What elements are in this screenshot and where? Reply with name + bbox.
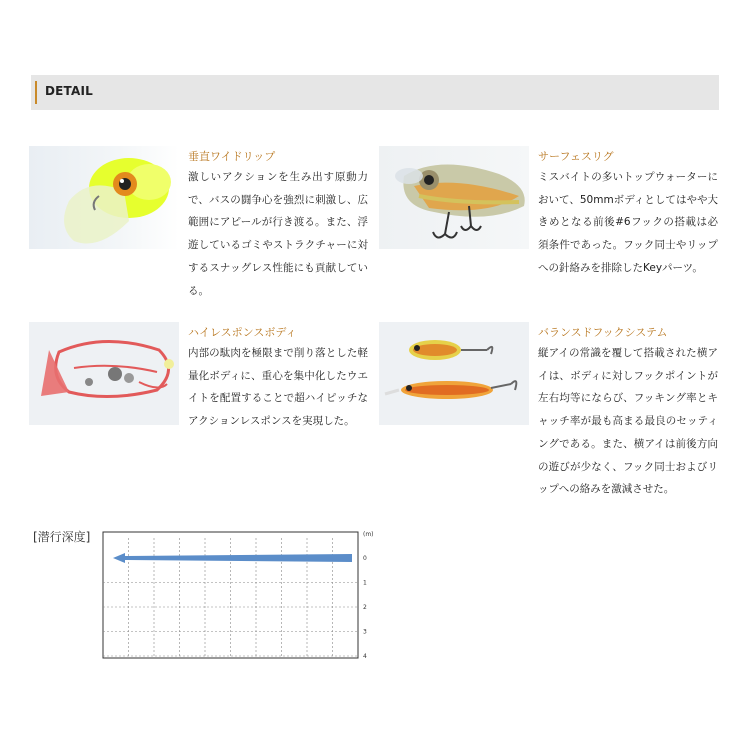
chart-y-tick-label: 3 [363,628,367,636]
lure-hook-system-image [379,322,529,425]
lure-surface-rig-image [379,146,529,249]
feature-surface-rig [379,146,719,306]
feature-description: 激しいアクションを生み出す原動力で、バスの闘争心を強烈に刺激し、広範囲にアピールが行き渡る。また、浮遊しているゴミやストラクチャーに対するスナッグレス性能にも貢献している。 [188,171,368,297]
chart-y-tick-label: 1 [363,579,367,587]
chart-title: [潜行深度] [33,530,91,544]
feature-description: ミスバイトの多いトップウォーターにおいて、50mmボディとしてはやや大きめとなる前後#6フックの搭載は必須条件であった。フック同士やリップへの針絡みを排除したKeyパーツ。 [538,171,718,274]
feature-title: 垂直ワイドリップ [188,150,276,163]
feature-title: サーフェスリグ [538,150,614,163]
feature-wide-lip [29,146,369,306]
feature-title: ハイレスポンスボディ [188,326,297,339]
chart-y-tick-label: 4 [363,653,367,660]
lure-wide-lip-image [29,146,179,249]
feature-description: 内部の駄肉を極限まで削り落とした軽量化ボディに、重心を集中化したウエイトを配置することで超ハイピッチなアクションレスポンスを実現した。 [188,347,368,428]
chart-y-tick-label: 0 [363,555,367,562]
feature-description: 縦アイの常識を覆して搭載された横アイは、ボディに対しフックポイントが左右均等にならび、フッキング率とキャッチ率が最も高まる最良のセッティングである。また、横アイは前後方向の遊びが少なく、フック同士およびリップへの絡みを激減させた。 [538,347,718,496]
chart-unit-label: (m) [363,531,374,538]
feature-balanced-hook-system [379,322,719,512]
header-accent-bar [35,81,37,104]
chart-y-tick-label: 2 [363,604,367,611]
feature-title: バランスドフックシステム [538,326,668,339]
detail-header [31,75,719,110]
feature-high-response-body [29,322,369,452]
header-title: DETAIL [45,84,94,98]
chart-plot [33,528,378,668]
lure-body-cutaway-image [29,322,179,425]
diving-depth-chart [33,528,378,668]
